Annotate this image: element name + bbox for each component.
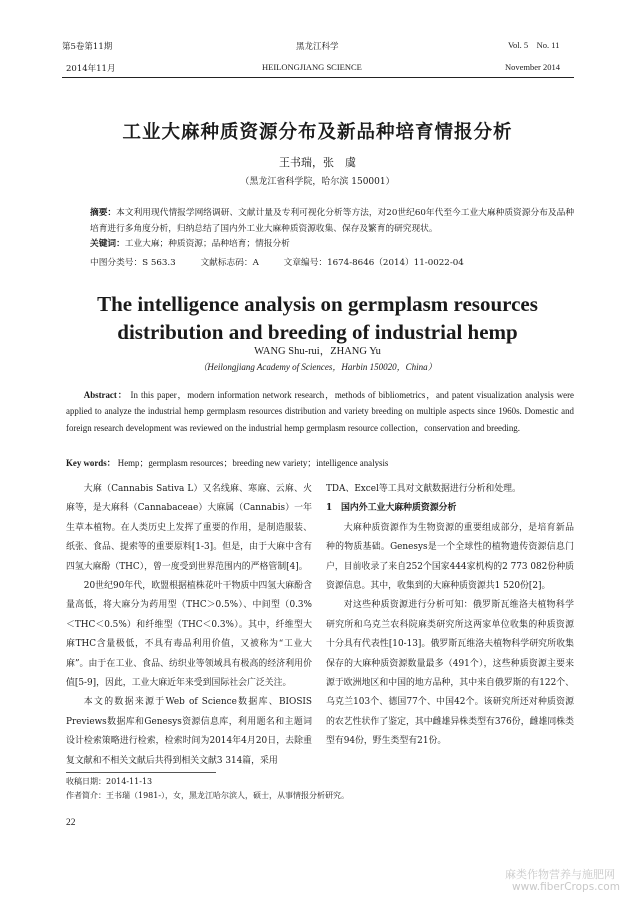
- continued-paragraph: TDA、Excel等工具对文献数据进行分析和处理。: [326, 484, 521, 494]
- keywords-cn-label: 关键词：: [90, 239, 125, 249]
- watermark-title: 麻类作物营养与施肥网: [505, 868, 615, 881]
- intro-paragraph-2: 20世纪90年代，欧盟根据植株花叶干物质中四氢大麻酚含量高低，将大麻分为药用型（THC＞0.5%）、中间型（0.3%＜THC＜0.5%）和纤维型（THC＜0.3%）。其中，纤维型大麻THC含量极低，不具有毒品利用价值，又被称为“工业大麻”。由于在工业、食品、纺织业等领域具有极高的经济利用价值[5-9]，因此，工业大麻近年来受到国际社会广泛关注。: [66, 581, 312, 689]
- header-journal-cn: 黑龙江科学: [296, 42, 339, 52]
- header-journal-en: HEILONGJIANG SCIENCE: [262, 62, 362, 72]
- title-en: [40, 290, 595, 346]
- header-rule: [62, 77, 574, 78]
- affiliation-en: （Heilongjiang Academy of Sciences，Harbin 150020，China）: [198, 362, 437, 372]
- abstract-en-text: In this paper，modern information network research，methods of bibliometrics，and patent visualization analysis were applied to analyze the industrial hemp germplasm resources distribution and variety breeding on multiple aspects since 1960s. Domestic and foreign research development was reviewed on the industrial hemp germplasm resource collection，conservation and breeding.: [66, 390, 574, 433]
- abstract-en-label: Abstract：: [83, 390, 128, 400]
- keywords-en-text: Hemp；germplasm resources；breeding new variety；intelligence analysis: [117, 458, 389, 468]
- header-volume: Vol. 5 No. 11: [508, 40, 560, 50]
- header-month: November 2014: [505, 62, 561, 72]
- header-issue: 第5卷第11期: [62, 42, 113, 52]
- abstract-en: [66, 387, 574, 436]
- abstract-cn: [90, 206, 574, 237]
- article-no-value: 1674-8646（2014）11-0022-04: [327, 258, 464, 268]
- keywords-cn: [90, 237, 574, 253]
- abstract-cn-text: 本文利用现代情报学网络调研、文献计量及专利可视化分析等方法，对20世纪60年代至今工业大麻种质资源分布及品种培育进行多角度分析，归纳总结了国内外工业大麻种质资源收集、保存及繁育的研究现状。: [90, 208, 575, 234]
- section-heading-1: 1 国内外工业大麻种质资源分析: [326, 503, 457, 514]
- abstract-cn-label: 摘要：: [90, 208, 117, 218]
- title-cn: 工业大麻种质资源分布及新品种培育情报分析: [122, 122, 513, 143]
- body-left-column: [66, 480, 312, 771]
- intro-paragraph-1: 大麻（Cannabis Sativa L）又名线麻、寒麻、云麻、火麻等，是大麻科（Cannabaceae）大麻属（Cannabis）一年生草本植物。在人类历史上发挥了重要的作用，是制造服装、纸张、食品、提索等的重要原料[1-3]。但是，由于大麻中含有四氢大麻酚（THC），曾一度受到世界范围内的严格管制[4]。: [66, 484, 312, 572]
- authors-en: WANG Shu-rui，ZHANG Yu: [254, 346, 381, 357]
- page-number: 22: [66, 818, 76, 828]
- classification-line: [90, 256, 574, 272]
- section1-paragraph-1: 大麻种质资源作为生物资源的重要组成部分，是培育新品种的物质基础。Genesys是一个全球性的植物遗传资源信息门户，目前收录了来自252个国家444家机构的2 773 082份种质资源信息。其中，收集到的大麻种质资源共1 520份[2]。: [326, 522, 574, 592]
- article-no-label: 文章编号：: [283, 258, 328, 268]
- keywords-en: [66, 455, 574, 471]
- footnote-rule: [66, 772, 216, 773]
- affiliation-cn: （黑龙江省科学院，哈尔滨 150001）: [240, 177, 395, 187]
- clc-value: S 563.3: [142, 258, 176, 268]
- keywords-en-label: Key words：: [66, 458, 116, 468]
- watermark-url: www.fiberCrops.com: [512, 881, 620, 893]
- body-right-column: [326, 480, 574, 752]
- doc-code-label: 文献标志码：: [200, 258, 253, 268]
- intro-paragraph-3: 本文的数据来源于Web of Science数据库、BIOSIS Previews数据库和Genesys资源信息库，利用题名和主题词设计检索策略进行检索，检索时间为2014年4月20日，去除重复文献和不相关文献后共得到相关文献3 314篇，采用: [66, 697, 312, 766]
- clc-label: 中图分类号：: [90, 258, 143, 268]
- authors-cn: 王书瑞，张 虞: [279, 156, 356, 169]
- footnote-received: 收稿日期：2014-11-13: [66, 777, 153, 786]
- keywords-cn-text: 工业大麻；种质资源；品种培育；情报分析: [124, 239, 290, 249]
- title-en-line1: The intelligence analysis on germplasm resources: [97, 292, 538, 316]
- doc-code-value: A: [252, 258, 259, 268]
- header-date: 2014年11月: [66, 64, 116, 74]
- title-en-line2: distribution and breeding of industrial hemp: [117, 320, 518, 344]
- section1-paragraph-2: 对这些种质资源进行分析可知：俄罗斯瓦维洛夫植物科学研究所和乌克兰农科院麻类研究所这两家单位收集的种质资源十分具有代表性[10-13]。俄罗斯瓦维洛夫植物科学研究所收集保存的大麻种质资源数量最多（491个），这些种质资源主要来源于欧洲地区和中国的地方品种，其中来自俄罗斯的有122个、乌克兰103个、德国77个、中国42个。该研究所还对种质资源的农艺性状作了鉴定，其中雌雄异株类型有376份，雌雄同株类型有94份，野生类型有21份。: [326, 600, 574, 747]
- footnote-author-bio: 作者简介：王书瑞（1981-），女，黑龙江哈尔滨人，硕士，从事情报分析研究。: [66, 791, 350, 800]
